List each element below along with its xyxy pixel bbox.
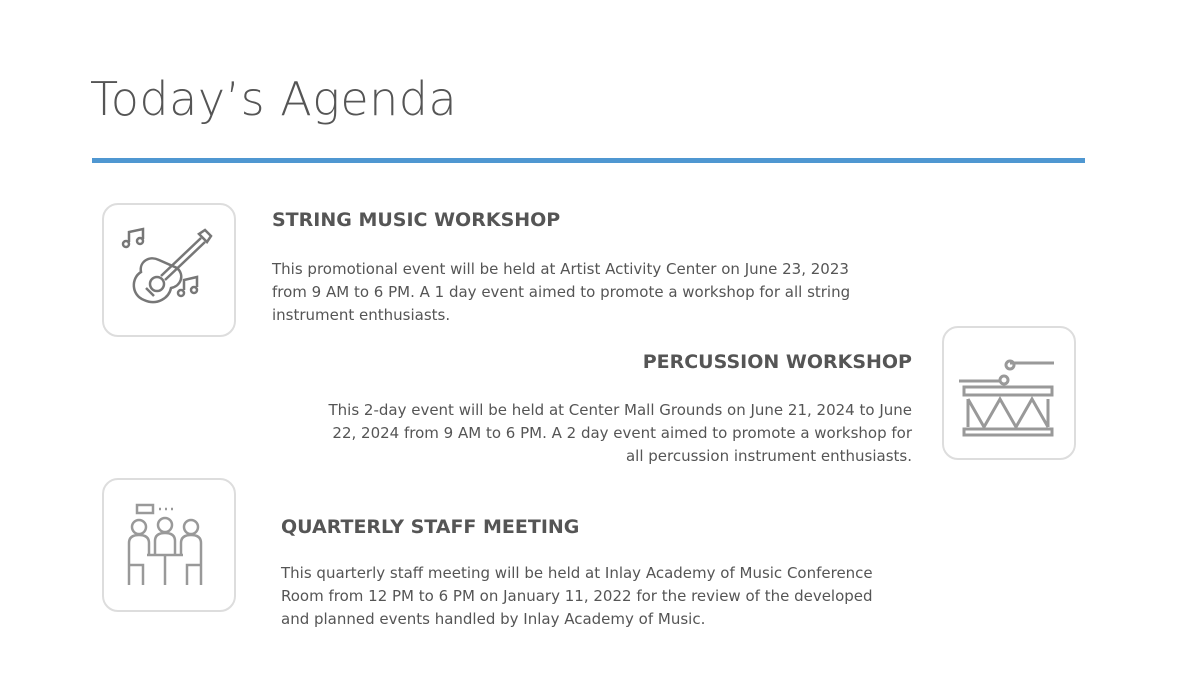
meeting-icon	[102, 478, 236, 612]
event-heading: PERCUSSION WORKSHOP	[642, 351, 912, 373]
event-description: This quarterly staff meeting will be held at Inlay Academy of Music Conference Room from 12 PM to 6 PM on January 11, 2022 for the review of the developed and planned events handled by Inlay Academy of Music.	[281, 564, 873, 628]
event-heading: STRING MUSIC WORKSHOP	[272, 209, 561, 231]
event-description: This promotional event will be held at Artist Activity Center on June 23, 2023 from 9 AM to 6 PM. A 1 day event aimed to promote a workshop for all string instrument enthusiasts.	[272, 260, 851, 324]
page-title: Today’s Agenda	[90, 72, 458, 126]
event-description: This 2-day event will be held at Center Mall Grounds on June 21, 2024 to June 22, 2024 from 9 AM to 6 PM. A 2 day event aimed to promote a workshop for all percussion instrument enthusiasts.	[328, 401, 912, 465]
title-divider	[92, 158, 1085, 163]
event-heading: QUARTERLY STAFF MEETING	[281, 516, 580, 538]
guitar-icon	[102, 203, 236, 337]
drum-icon	[942, 326, 1076, 460]
